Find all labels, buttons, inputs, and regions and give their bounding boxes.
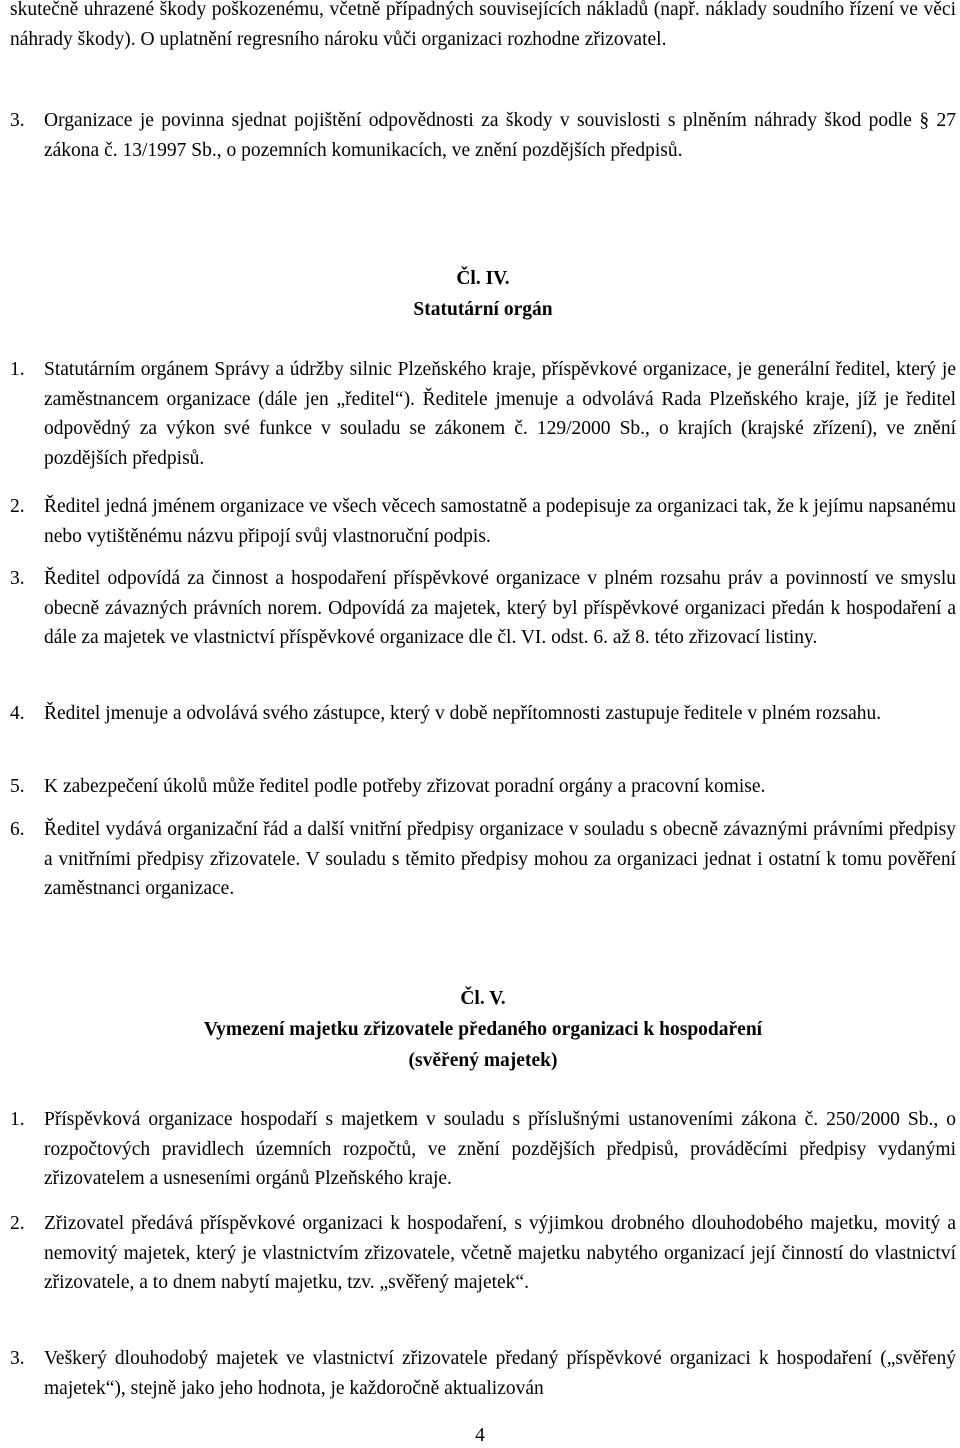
article-iv-item-2	[10, 492, 956, 551]
intro-item-3	[10, 106, 956, 165]
item-number: 4.	[10, 703, 25, 724]
item-text: Organizace je povinna sjednat pojištění odpovědnosti za škody v souvislosti s plněním náhrady škod podle § 27 zákona č. 13/1997 Sb., o pozemních komunikacích, ve znění pozdějších předpisů.	[44, 110, 956, 161]
item-text: Ředitel odpovídá za činnost a hospodaření příspěvkové organizace v plném rozsahu práv a povinností ve smyslu obecně závazných právních norem. Odpovídá za majetek, který byl příspěvkové organizaci předán k hospodaření a dále za majetek ve vlastnictví příspěvkové organizace dle čl. VI. odst. 6. až 8. této zřizovací listiny.	[44, 568, 956, 649]
article-iv-heading	[10, 263, 956, 325]
article-v-subtitle: (svěřený majetek)	[408, 1050, 558, 1071]
article-v-item-1	[10, 1105, 956, 1194]
intro-continuation-paragraph: skutečně uhrazené škody poškozenému, včetně případných souvisejících nákladů (např. náklady soudního řízení ve věci náhrady škody). O uplatnění regresního nároku vůči organizaci rozhodne zřizovatel.	[10, 0, 956, 50]
item-text: Ředitel jedná jménem organizace ve všech věcech samostatně a podepisuje za organizaci tak, že k jejímu napsanému nebo vytištěnému názvu připojí svůj vlastnoruční podpis.	[44, 496, 956, 547]
page-number: 4	[475, 1425, 485, 1446]
item-text: Ředitel vydává organizační řád a další vnitřní předpisy organizace v souladu s obecně závaznými právními předpisy a vnitřními předpisy zřizovatele. V souladu s těmito předpisy mohou za organizaci jednat i ostatní k tomu pověření zaměstnanci organizace.	[44, 819, 956, 900]
item-number: 3.	[10, 110, 25, 131]
item-text: Ředitel jmenuje a odvolává svého zástupce, který v době nepřítomnosti zastupuje ředitele v plném rozsahu.	[44, 703, 882, 724]
item-number: 3.	[10, 1348, 25, 1369]
item-number: 3.	[10, 568, 25, 589]
item-text: Příspěvková organizace hospodaří s majetkem v souladu s příslušnými ustanoveními zákona č. 250/2000 Sb., o rozpočtových pravidlech územních rozpočtů, ve znění pozdějších předpisů, prováděcími předpisy vydanými zřizovatelem a usneseními orgánů Plzeňského kraje.	[44, 1109, 956, 1190]
item-number: 2.	[10, 496, 25, 517]
article-iv-item-4	[10, 699, 956, 729]
item-number: 1.	[10, 1109, 25, 1130]
article-iv-title: Statutární orgán	[413, 299, 553, 320]
article-iv-item-3	[10, 564, 956, 653]
article-v-heading	[10, 983, 956, 1076]
item-number: 2.	[10, 1213, 25, 1234]
article-iv-item-1	[10, 355, 956, 473]
article-iv-number: Čl. IV.	[456, 268, 510, 289]
article-v-title: Vymezení majetku zřizovatele předaného organizaci k hospodaření	[203, 1019, 763, 1040]
article-v-number: Čl. V.	[460, 988, 506, 1009]
item-number: 5.	[10, 776, 25, 797]
item-text: K zabezpečení úkolů může ředitel podle potřeby zřizovat poradní orgány a pracovní komise.	[44, 776, 766, 797]
item-text: Zřizovatel předává příspěvkové organizaci k hospodaření, s výjimkou drobného dlouhodobého majetku, movitý a nemovitý majetek, který je vlastnictvím zřizovatele, včetně majetku nabytého organizací její činností do vlastnictví zřizovatele, a to dnem nabytí majetku, tzv. „svěřený majetek“.	[44, 1213, 956, 1294]
item-text: Statutárním orgánem Správy a údržby silnic Plzeňského kraje, příspěvkové organizace, je generální ředitel, který je zaměstnancem organizace (dále jen „ředitel“). Ředitele jmenuje a odvolává Rada Plzeňského kraje, jíž je ředitel odpovědný za výkon své funkce v souladu se zákonem č. 129/2000 Sb., o krajích (krajské zřízení), ve znění pozdějších předpisů.	[44, 359, 956, 469]
item-number: 6.	[10, 819, 25, 840]
article-iv-item-6	[10, 815, 956, 904]
article-v-item-3	[10, 1344, 956, 1403]
item-text: Veškerý dlouhodobý majetek ve vlastnictví zřizovatele předaný příspěvkové organizaci k hospodaření („svěřený majetek“), stejně jako jeho hodnota, je každoročně aktualizován	[44, 1348, 956, 1399]
article-iv-item-5	[10, 772, 956, 802]
item-number: 1.	[10, 359, 25, 380]
article-v-item-2	[10, 1209, 956, 1298]
